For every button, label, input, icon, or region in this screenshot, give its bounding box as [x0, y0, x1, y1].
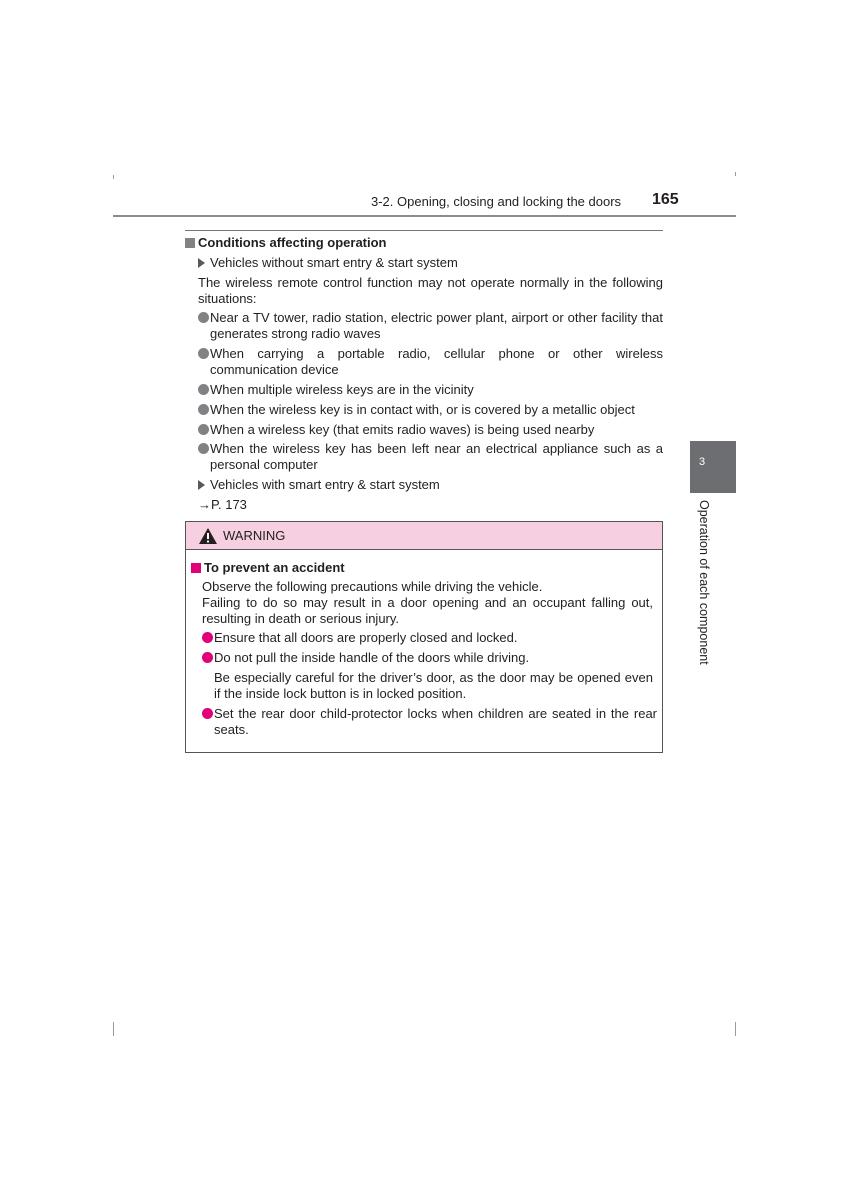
- bullet-icon: [198, 312, 209, 323]
- section-rule: [185, 230, 663, 231]
- warning-box: [185, 521, 663, 753]
- triangle-right-icon: [198, 258, 205, 268]
- warning-header: [186, 522, 662, 550]
- warning-triangle-icon: [198, 527, 218, 545]
- bullet-icon: [198, 424, 209, 435]
- list-item: When a wireless key (that emits radio waves) is being used nearby: [198, 422, 663, 438]
- triangle-right-icon: [198, 480, 205, 490]
- list-item: When the wireless key is in contact with, or is covered by a metallic object: [198, 402, 663, 418]
- page-reference-link[interactable]: →P. 173: [198, 497, 247, 512]
- bullet-icon: [202, 652, 213, 663]
- chapter-tab: [690, 441, 736, 493]
- list-item: Near a TV tower, radio station, electric power plant, airport or other facility that generates strong radio waves: [198, 310, 663, 342]
- subheading-without-smart-entry: Vehicles without smart entry & start system: [198, 255, 663, 271]
- list-item: When carrying a portable radio, cellular phone or other wireless communication device: [198, 346, 663, 378]
- bullet-icon: [198, 384, 209, 395]
- bullet-icon: [198, 348, 209, 359]
- list-item: When multiple wireless keys are in the vicinity: [198, 382, 663, 398]
- warning-label: WARNING: [223, 528, 286, 543]
- pink-square-icon: [191, 563, 201, 573]
- chapter-title: Operation of each component: [697, 500, 711, 665]
- intro-paragraph: The wireless remote control function may not operate normally in the following situations:: [198, 275, 663, 306]
- bullet-icon: [198, 443, 209, 454]
- section-title: 3-2. Opening, closing and locking the doors: [371, 194, 622, 209]
- warning-note: Be especially careful for the driver’s door, as the door may be opened even if the inside lock button is in locked position.: [214, 670, 653, 701]
- chapter-number: 3: [699, 456, 706, 468]
- conditions-heading: Conditions affecting operation: [185, 235, 387, 251]
- gray-square-icon: [185, 238, 195, 248]
- bullet-icon: [202, 632, 213, 643]
- crop-mark-bottom-right: [735, 1022, 736, 1036]
- warning-paragraph: Failing to do so may result in a door opening and an occupant falling out, resulting in death or serious injury.: [202, 595, 653, 626]
- list-item: Set the rear door child-protector locks when children are seated in the rear seats.: [202, 706, 657, 738]
- list-item: When the wireless key has been left near an electrical appliance such as a personal computer: [198, 441, 663, 473]
- crop-mark-top-left: [113, 175, 114, 179]
- crop-mark-bottom-left: [113, 1022, 114, 1036]
- crop-mark-top-right: [735, 172, 736, 176]
- warning-paragraph: Observe the following precautions while driving the vehicle.: [202, 579, 543, 594]
- bullet-icon: [202, 708, 213, 719]
- list-item: Do not pull the inside handle of the doors while driving.: [202, 650, 653, 666]
- warning-heading: To prevent an accident: [191, 560, 345, 576]
- page-number: 165: [652, 191, 679, 208]
- header-rule: [113, 215, 736, 217]
- bullet-icon: [198, 404, 209, 415]
- list-item: Ensure that all doors are properly closed and locked.: [202, 630, 653, 646]
- subheading-with-smart-entry: Vehicles with smart entry & start system: [198, 477, 663, 493]
